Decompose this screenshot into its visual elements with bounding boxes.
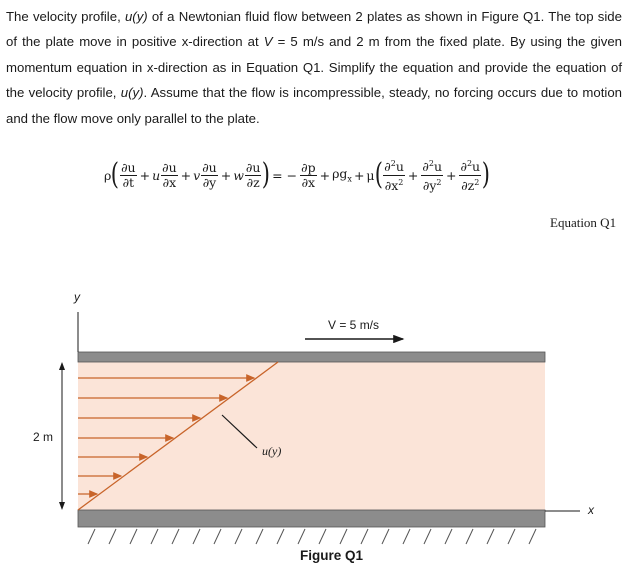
eq-equals: = [272, 167, 283, 183]
velocity-function-2: u(y) [120, 85, 144, 101]
problem-text-part-3: = 5 m/s and 2 m from the fixed plate. By using the given momentum equation in x-direction as in Equation Q1. Simplify the equation and provide the equation of the velocity profile, [6, 34, 622, 101]
eq-frac-du-dy: $\frac{\partial u}{\partial y}$ [202, 159, 217, 190]
eq-plus: + [319, 167, 331, 183]
velocity-symbol: V [263, 34, 273, 50]
eq-frac-du-dt: $\frac{\partial u}{\partial t}$ [121, 159, 136, 190]
eq-plus: + [220, 167, 232, 183]
eq-frac-d2u-dz2: $\frac{\partial^2u}{\partial z^2}$ [460, 159, 481, 193]
ground-hatching [88, 529, 536, 544]
eq-mu: μ [366, 167, 375, 183]
eq-rho: ρ [104, 167, 112, 183]
eq-right-paren: ) [262, 157, 271, 192]
plate-velocity-label: V = 5 m/s [328, 318, 380, 332]
height-label: 2 m [33, 430, 54, 444]
eq-left-paren-2: ( [374, 157, 383, 192]
eq-w: w [233, 167, 244, 183]
eq-frac-du-dz: $\frac{\partial u}{\partial z}$ [245, 159, 261, 190]
eq-plus: + [180, 167, 192, 183]
eq-frac-d2u-dx2: $\frac{\partial^2u}{\partial x^2}$ [384, 159, 404, 193]
eq-v: v [193, 167, 201, 183]
eq-frac-dp-dx: $\frac{\partial p}{\partial x}$ [301, 159, 316, 190]
eq-rho-g: $\rho g_x$ [332, 166, 352, 184]
bottom-fixed-plate [78, 510, 545, 527]
x-axis-label: x [588, 503, 594, 517]
eq-plus: + [446, 167, 457, 183]
eq-right-paren-2: ) [481, 157, 491, 192]
eq-plus: + [407, 167, 419, 183]
velocity-function: u(y) [124, 9, 148, 24]
eq-plus: + [353, 167, 365, 183]
eq-left-paren: ( [111, 157, 120, 192]
equation-label: Equation Q1 [550, 215, 617, 230]
problem-text-part-2: of a Newtonian fluid flow between 2 plates as shown in Figure Q1. The top side of the plate move in positive x-direction at [6, 9, 622, 50]
profile-label: u(y) [262, 444, 282, 458]
eq-minus: − [286, 167, 298, 183]
eq-u: u [152, 167, 161, 183]
eq-plus: + [139, 167, 151, 183]
fluid-region [78, 362, 545, 510]
y-axis-label: y [74, 290, 80, 304]
eq-frac-d2u-dy2: $\frac{\partial^2u}{\partial y^2}$ [422, 159, 442, 193]
problem-text-part-4: . Assume that the flow is incompressible, steady, no forcing occurs due to motion and the flow move only parallel to the plate. [6, 85, 622, 126]
top-moving-plate [78, 352, 545, 362]
eq-frac-du-dx: $\frac{\partial u}{\partial x}$ [162, 159, 177, 190]
figure-caption: Figure Q1 [300, 548, 364, 563]
problem-text-part-1: The velocity profile, [6, 9, 125, 24]
